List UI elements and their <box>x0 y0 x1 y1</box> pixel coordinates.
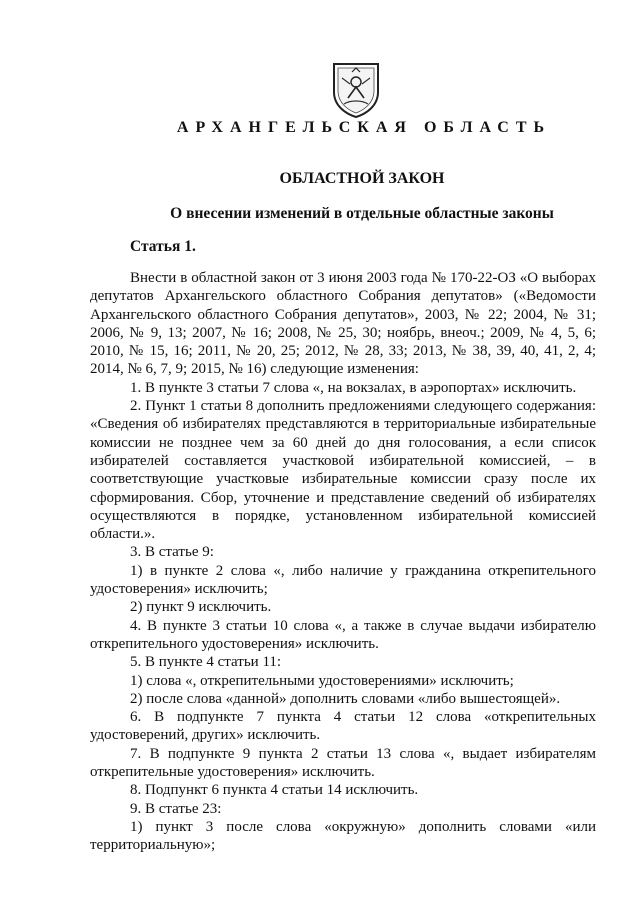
paragraph: 7. В подпункте 9 пункта 2 статьи 13 слова «, выдает избирателям открепительные удостоверения» исключить. <box>90 745 596 781</box>
paragraph: 1) слова «, открепительными удостоверениями» исключить; <box>130 672 514 689</box>
paragraph: 5. В пункте 4 статьи 11: <box>130 654 282 671</box>
paragraph: 1) в пункте 2 слова «, либо наличие у гражданина открепительного удостоверения» исключить; <box>90 562 596 598</box>
article-body <box>90 269 596 855</box>
paragraph: 4. В пункте 3 статьи 10 слова «, а также в случае выдачи избирателю открепительного удостоверения» исключить. <box>90 617 596 652</box>
paragraph: 9. В статье 23: <box>130 800 222 817</box>
paragraph: 1) пункт 3 после слова «окружную» дополнить словами «или территориальную»; <box>90 818 596 854</box>
paragraph: 6. В подпункте 7 пункта 4 статьи 12 слова «открепительных удостоверений, других» исключить. <box>90 709 596 744</box>
paragraph: 2) после слова «данной» дополнить словами «либо вышестоящей». <box>130 690 561 707</box>
paragraph: 3. В статье 9: <box>130 544 214 561</box>
paragraph: 1. В пункте 3 статьи 7 слова «, на вокзалах, в аэропортах» исключить. <box>130 379 577 396</box>
paragraph: 2. Пункт 1 статьи 8 дополнить предложениями следующего содержания: «Сведения об избирателях представляются в территориальные избирательные комиссии не позднее чем за 60 дней до дня голосования, а если список избирателей составляется участковой избирательной комиссией, – в соответствующие участковые избирательные комиссии сразу после их сформирования. Сбор, уточнение и представление сведений об избирателях осуществляются в порядке, установленном избирательной комиссией области.». <box>90 398 596 543</box>
arkhangelsk-coat-of-arms-icon <box>330 60 382 118</box>
paragraph: Внести в областной закон от 3 июня 2003 года № 170-22-ОЗ «О выборах депутатов Архангельского областного Собрания депутатов» («Ведомости Архангельского областного Собрания депутатов», 2003, № 22; 2004, № 31; 2006, № 9, 13; 2007, № 16; 2008, № 25, 30; ноябрь, внеоч.; 2009, № 4, 5, 6; 2010, № 15, 16; 2011, № 20, 25; 2012, № 28, 33; 2013, № 38, 39, 40, 41, 2, 4; 2014, № 6, 7, 9; 2015, № 16) следующие изменения: <box>90 270 596 378</box>
region-heading: АРХАНГЕЛЬСКАЯ ОБЛАСТЬ <box>176 119 552 136</box>
law-type-heading: ОБЛАСТНОЙ ЗАКОН <box>279 170 445 187</box>
law-title: О внесении изменений в отдельные областные законы <box>170 205 554 222</box>
paragraph: 8. Подпункт 6 пункта 4 статьи 14 исключить. <box>130 782 419 799</box>
paragraph: 2) пункт 9 исключить. <box>130 599 272 616</box>
article-heading: Статья 1. <box>130 238 196 255</box>
